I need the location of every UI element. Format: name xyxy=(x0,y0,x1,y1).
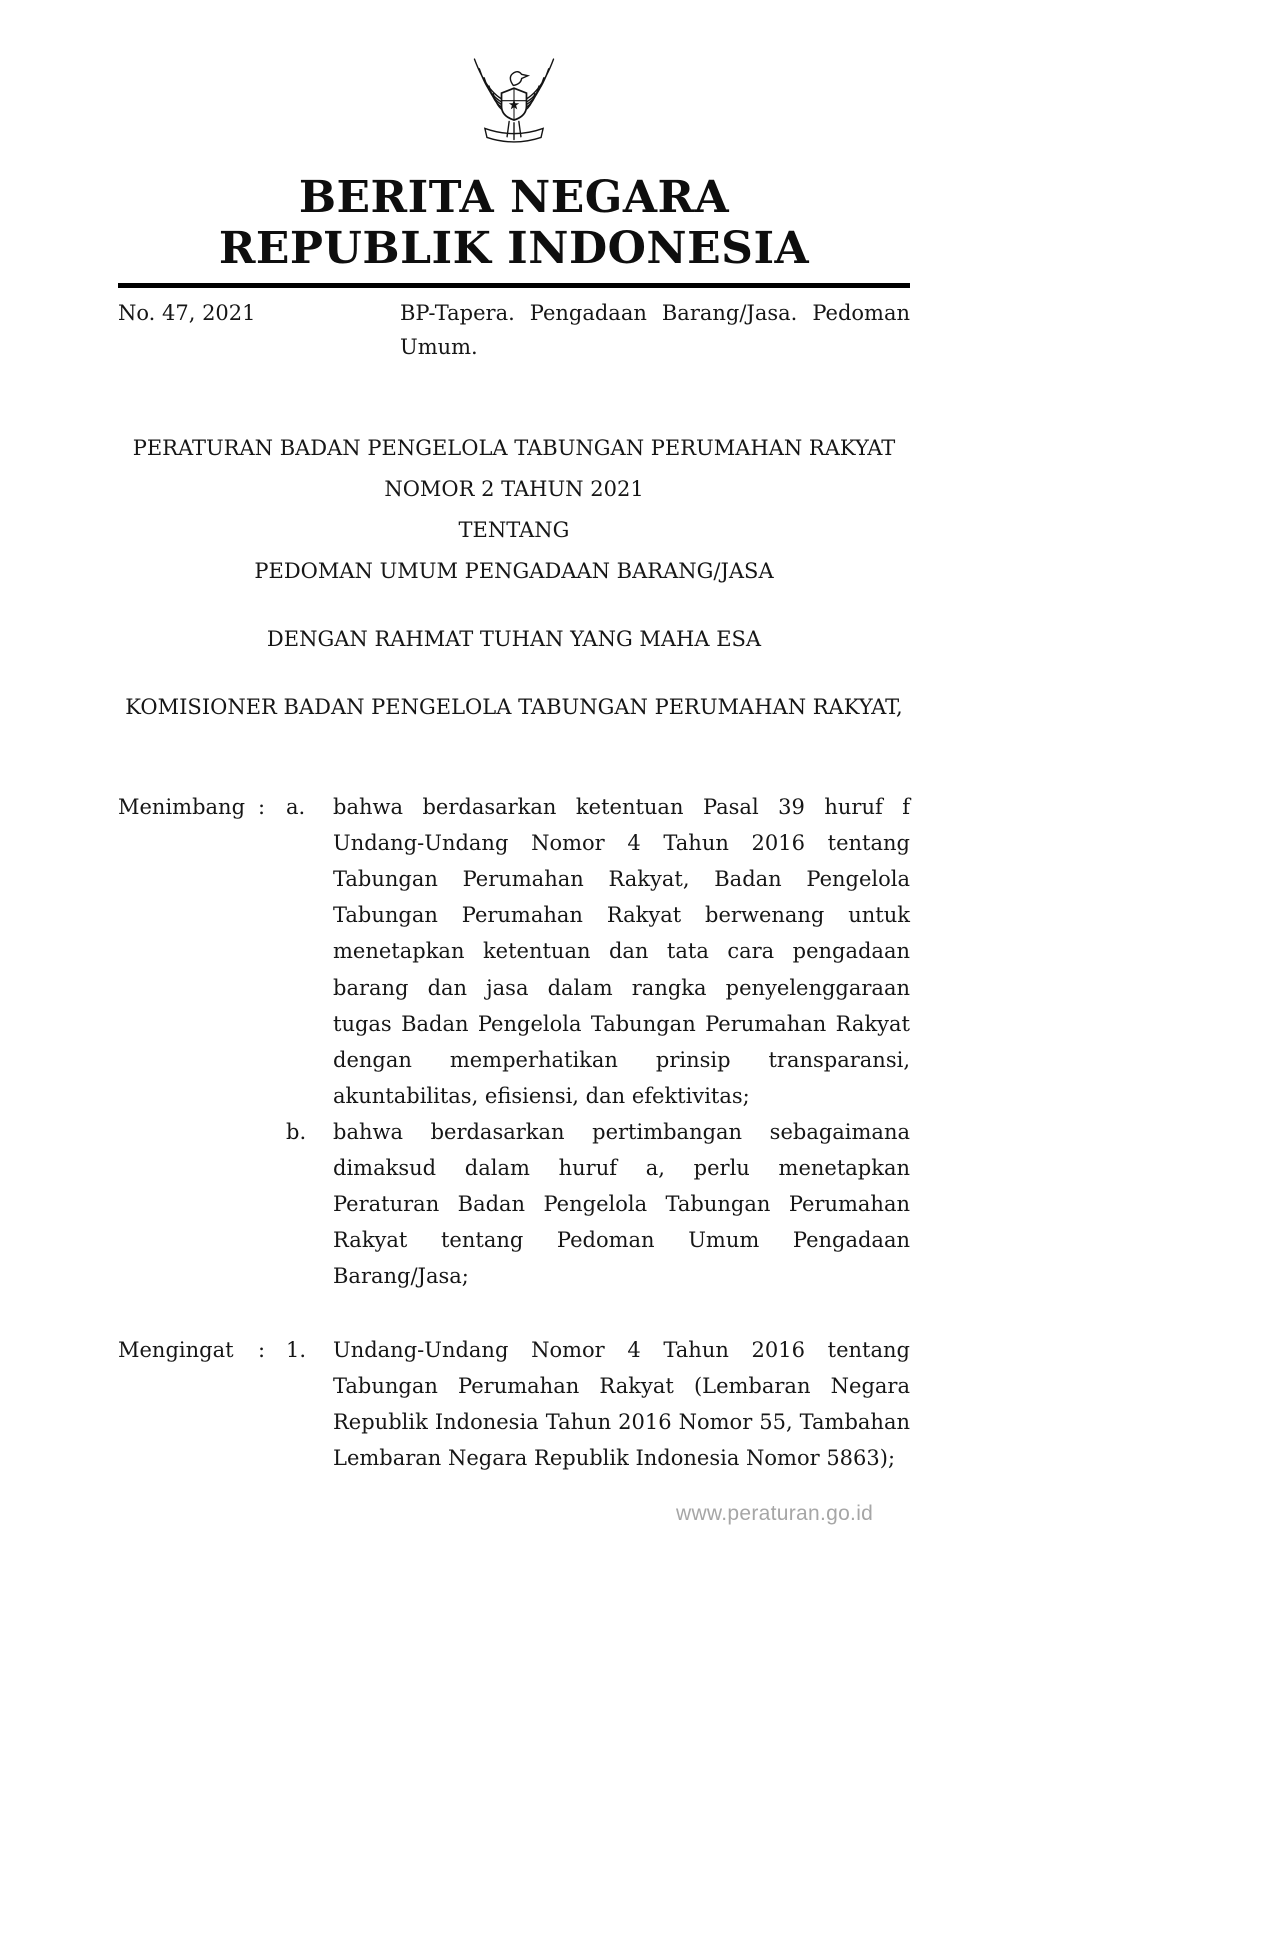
regulation-subject-line: PEDOMAN UMUM PENGADAAN BARANG/JASA xyxy=(254,559,774,584)
issue-subject: BP-Tapera. Pengadaan Barang/Jasa. Pedoman Umum. xyxy=(400,301,910,359)
considerations-label: Menimbang xyxy=(118,795,246,819)
considerations-colon: : xyxy=(258,795,266,819)
consideration-item-marker: b. xyxy=(286,1119,307,1144)
footer-watermark-url: www.peraturan.go.id xyxy=(676,1502,874,1525)
legal-basis-colon: : xyxy=(258,1337,266,1362)
legal-basis-label: Mengingat xyxy=(118,1337,234,1362)
issue-row xyxy=(118,297,910,364)
considerations-section xyxy=(118,789,910,1295)
legal-basis-item-marker: 1. xyxy=(286,1337,307,1362)
invocation-line: DENGAN RAHMAT TUHAN YANG MAHA ESA xyxy=(266,627,762,651)
issue-number: No. 47, 2021 xyxy=(118,301,256,326)
garuda-pancasila-icon xyxy=(462,42,566,158)
regulation-number-line: NOMOR 2 TAHUN 2021 xyxy=(384,477,644,502)
masthead-title-line2: REPUBLIK INDONESIA xyxy=(218,223,810,275)
authority-line: KOMISIONER BADAN PENGELOLA TABUNGAN PERUMAHAN RAKYAT, xyxy=(125,694,903,719)
consideration-item-text: bahwa berdasarkan ketentuan Pasal 39 huruf f Undang-Undang Nomor 4 Tahun 2016 tentang Tabungan Perumahan Rakyat, Badan Pengelola Tabungan Perumahan Rakyat berwenang untuk menetapkan ketentuan dan tata cara pengadaan barang dan jasa dalam rangka penyelenggaraan tugas Badan Pengelola Tabungan Perumahan Rakyat dengan memperhatikan prinsip transparansi, akuntabilitas, efisiensi, dan efektivitas; xyxy=(333,795,910,1108)
legal-basis-item-text: Undang-Undang Nomor 4 Tahun 2016 tentang Tabungan Perumahan Rakyat (Lembaran Negara Republik Indonesia Tahun 2016 Nomor 55, Tambahan Lembaran Negara Republik Indonesia Nomor 5863); xyxy=(333,1337,910,1470)
legal-basis-section xyxy=(118,1332,910,1476)
regulation-title-block xyxy=(118,428,910,723)
masthead-title-line1: BERITA NEGARA xyxy=(298,172,730,223)
regulation-tentang-line: TENTANG xyxy=(458,518,570,543)
masthead-title xyxy=(118,172,910,274)
masthead-divider xyxy=(118,283,910,288)
document-content xyxy=(118,0,910,1476)
consideration-item-marker: a. xyxy=(286,795,306,819)
masthead-emblem-row xyxy=(118,0,910,158)
regulation-title-line: PERATURAN BADAN PENGELOLA TABUNGAN PERUMAHAN RAKYAT xyxy=(132,436,896,461)
consideration-item-text: bahwa berdasarkan pertimbangan sebagaimana dimaksud dalam huruf a, perlu menetapkan Peraturan Badan Pengelola Tabungan Perumahan Rakyat tentang Pedoman Umum Pengadaan Barang/Jasa; xyxy=(333,1119,910,1289)
